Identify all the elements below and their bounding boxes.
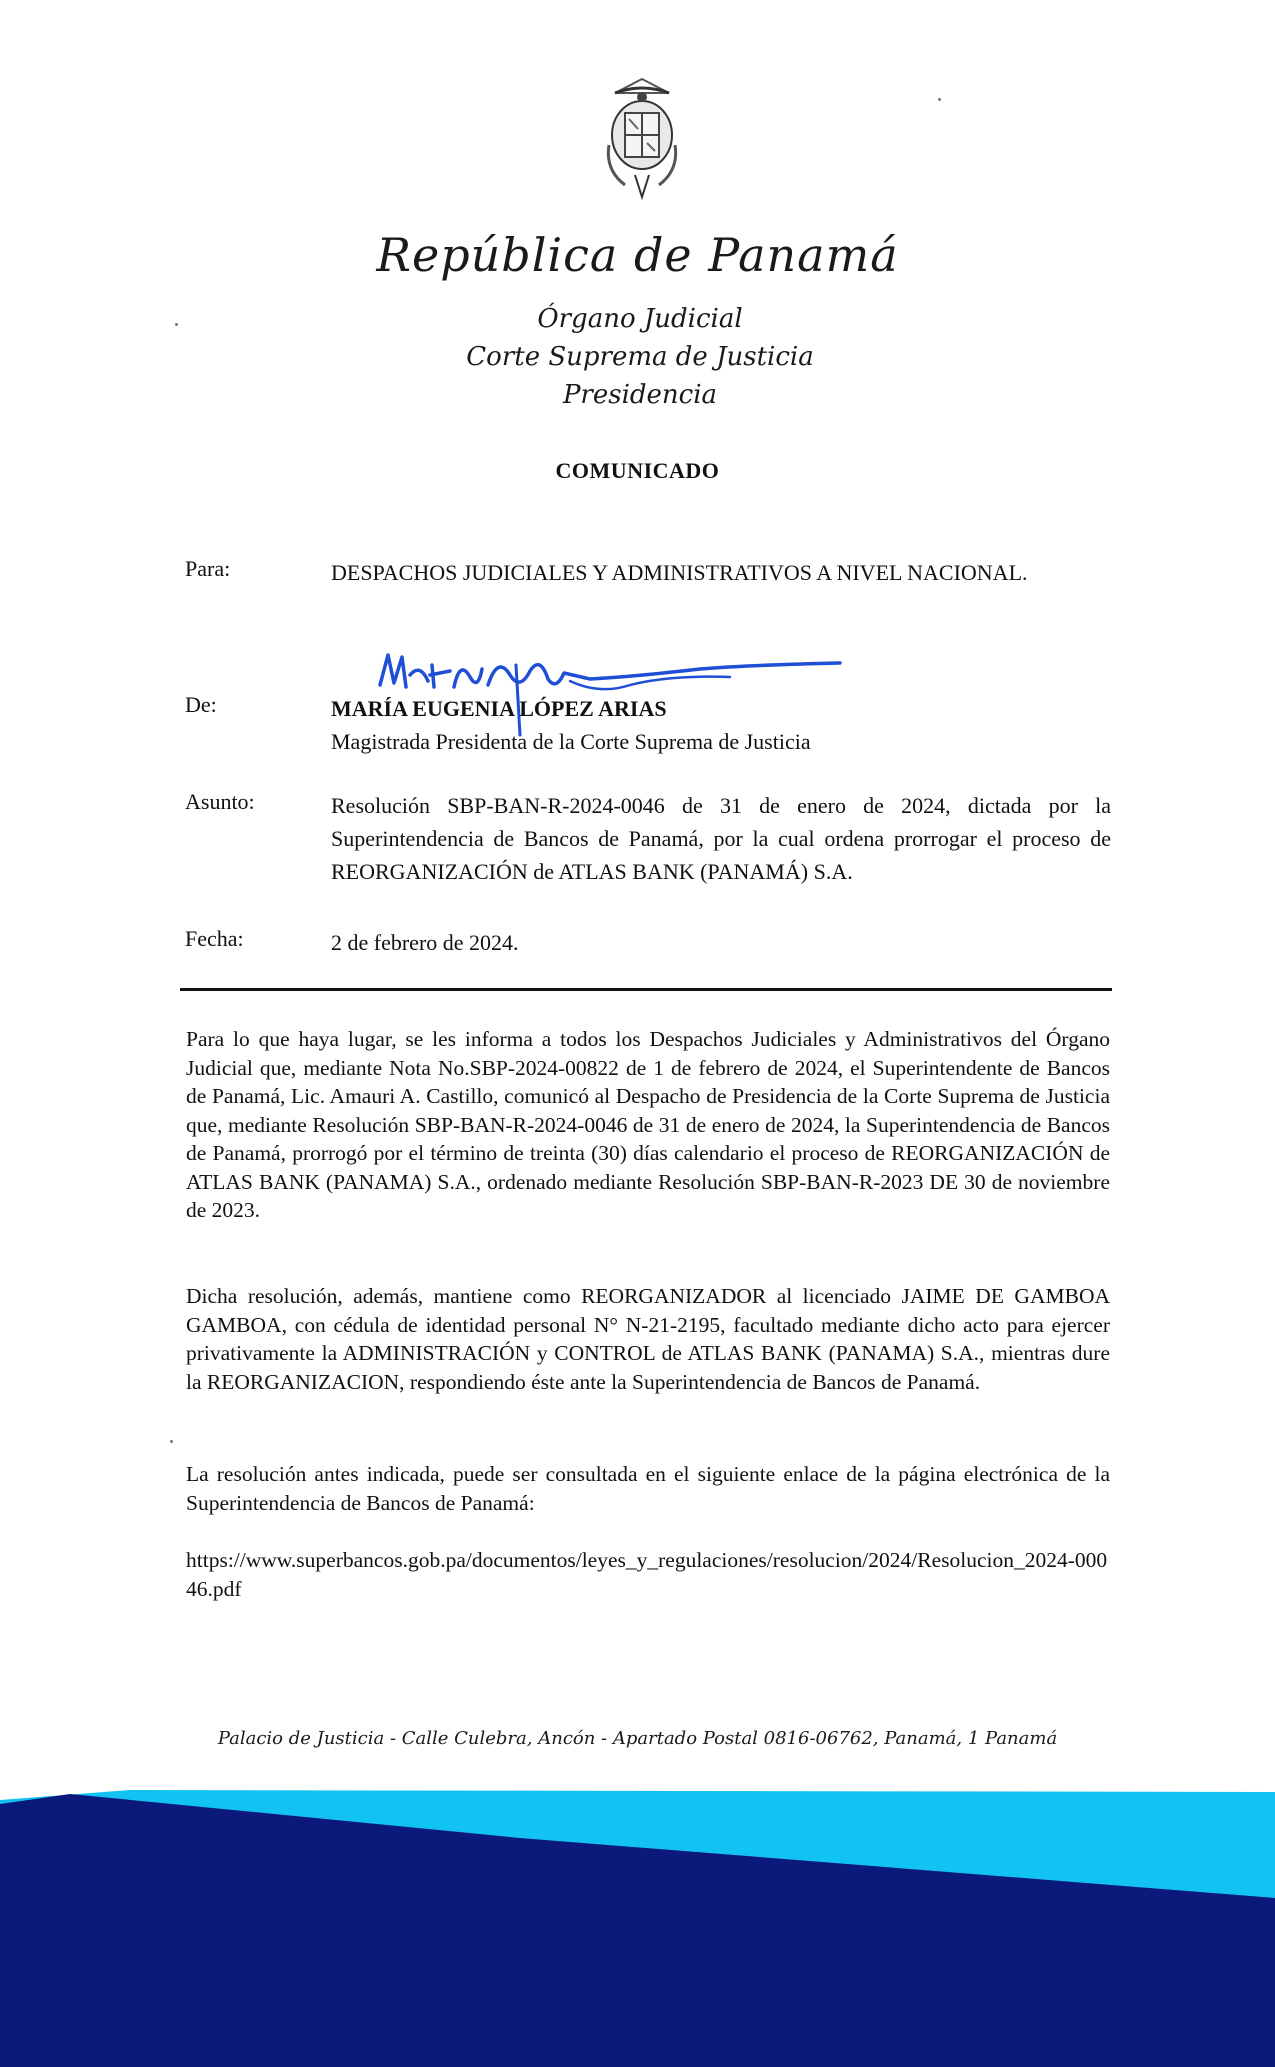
asunto-value: Resolución SBP-BAN-R-2024-0046 de 31 de enero de 2024, dictada por la Superintendencia de Bancos de Panamá, por la cual ordena prorrogar el proceso de REORGANIZACIÓN de ATLAS BANK (PANAMÁ) S.A.: [331, 793, 1111, 884]
footer-address: Palacio de Justicia - Calle Culebra, Ancón - Apartado Postal 0816-06762, Panamá, 1 Panamá: [217, 1728, 1058, 1749]
body-paragraph-1: Para lo que haya lugar, se les informa a todos los Despachos Judiciales y Administrativos del Órgano Judicial que, mediante Nota No.SBP-2024-00822 de 1 de febrero de 2024, el Superintendente de Bancos de Panamá, Lic. Amauri A. Castillo, comunicó al Despacho de Presidencia de la Corte Suprema de Justicia que, mediante Resolución SBP-BAN-R-2024-0046 de 31 de enero de 2024, la Superintendencia de Bancos de Panamá, prorrogó por el término de treinta (30) días calendario el proceso de REORGANIZACIÓN de ATLAS BANK (PANAMA) S.A., ordenado mediante Resolución SBP-BAN-R-2023 DE 30 de noviembre de 2023.: [186, 1027, 1110, 1222]
sender-name: MARÍA EUGENIA LÓPEZ ARIAS: [331, 696, 667, 721]
divider-line: [180, 988, 1112, 991]
coat-of-arms-seal: [595, 75, 690, 200]
resolution-link[interactable]: https://www.superbancos.gob.pa/documentos/leyes_y_regulaciones/resolucion/2024/Resolucion_2024-00046.pdf: [186, 1548, 1108, 1601]
fecha-value: 2 de febrero de 2024.: [331, 930, 519, 955]
para-label: Para:: [185, 556, 231, 581]
scan-speck: [170, 1440, 173, 1443]
institution-heading: [420, 300, 860, 414]
de-value: [331, 692, 1111, 758]
asunto-label: Asunto:: [185, 789, 255, 814]
office-line: Presidencia: [562, 380, 718, 410]
court-line: Corte Suprema de Justicia: [466, 342, 814, 372]
country-heading: República de Panamá: [376, 228, 899, 282]
body-paragraph-2: Dicha resolución, además, mantiene como REORGANIZADOR al licenciado JAIME DE GAMBOA GAMBOA, con cédula de identidad personal N° N-21-2195, facultado mediante dicho acto para ejercer privativamente la ADMINISTRACIÓN y CONTROL de ATLAS BANK (PANAMA) S.A., mientras dure la REORGANIZACION, respondiendo éste ante la Superintendencia de Bancos de Panamá.: [186, 1284, 1110, 1394]
para-value: DESPACHOS JUDICIALES Y ADMINISTRATIVOS A NIVEL NACIONAL.: [331, 560, 1028, 585]
scan-speck: [938, 98, 941, 101]
decorative-footer-band: [0, 1780, 1275, 2067]
organ-line: Órgano Judicial: [537, 304, 743, 334]
body-paragraph-3: La resolución antes indicada, puede ser consultada en el siguiente enlace de la página electrónica de la Superintendencia de Bancos de Panamá:: [186, 1462, 1110, 1515]
sender-title: Magistrada Presidenta de la Corte Suprema de Justicia: [331, 729, 811, 754]
scan-speck: [175, 323, 178, 326]
document-type-title: COMUNICADO: [555, 458, 720, 483]
fecha-label: Fecha:: [185, 926, 244, 951]
de-label: De:: [185, 692, 217, 717]
